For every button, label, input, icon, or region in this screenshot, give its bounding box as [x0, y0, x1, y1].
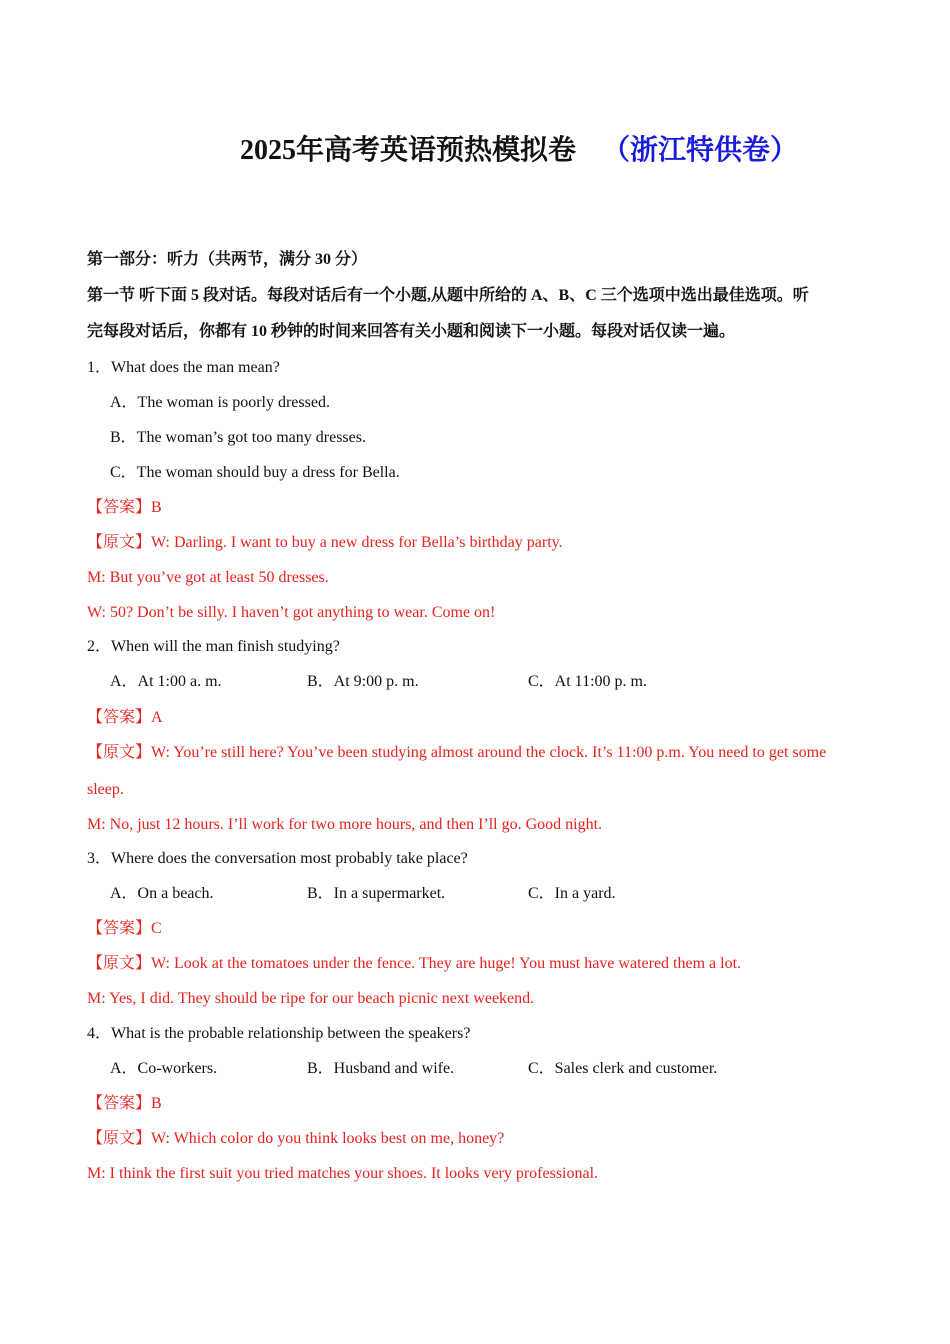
question-3-answer: 【答案】C [87, 920, 162, 937]
title-subtitle: （浙江特供卷） [602, 135, 799, 166]
question-2-transcript-1: 【原文】W: You’re still here? You’ve been studying almost around the clock. It’s 11:00 p.m. You need to get some [87, 744, 827, 761]
question-1-transcript-3: W: 50? Don’t be silly. I haven’t got anything to wear. Come on! [87, 604, 496, 621]
question-4-option-c: C．Sales clerk and customer. [528, 1060, 718, 1077]
question-2-option-a: A．At 1:00 a. m. [110, 673, 222, 690]
question-4-transcript-2: M: I think the first suit you tried matches your shoes. It looks very professional. [87, 1165, 599, 1182]
question-1-option-b: B．The woman’s got too many dresses. [110, 429, 366, 446]
section-instructions-line2: 完每段对话后，你都有 10 秒钟的时间来回答有关小题和阅读下一小题。每段对话仅读一遍。 [87, 323, 736, 340]
question-3-option-a: A．On a beach. [110, 885, 214, 902]
question-3-transcript-2: M: Yes, I did. They should be ripe for our beach picnic next weekend. [87, 990, 535, 1007]
question-3-text: 3．Where does the conversation most probably take place? [87, 850, 468, 867]
question-1-answer: 【答案】B [87, 499, 162, 516]
question-1-transcript-1: 【原文】W: Darling. I want to buy a new dress for Bella’s birthday party. [87, 534, 563, 551]
question-4-answer: 【答案】B [87, 1095, 162, 1112]
section-instructions-line1: 第一节 听下面 5 段对话。每段对话后有一个小题,从题中所给的 A、B、C 三个选项中选出最佳选项。听 [87, 287, 809, 304]
question-3-option-c: C．In a yard. [528, 885, 616, 902]
question-2-answer: 【答案】A [87, 709, 163, 726]
question-4-transcript-1: 【原文】W: Which color do you think looks best on me, honey? [87, 1130, 505, 1147]
question-1-text: 1．What does the man mean? [87, 359, 280, 376]
question-4-text: 4．What is the probable relationship between the speakers? [87, 1025, 471, 1042]
question-2-option-b: B．At 9:00 p. m. [307, 673, 419, 690]
section-heading: 第一部分：听力（共两节，满分 30 分） [87, 251, 368, 268]
question-4-option-a: A．Co-workers. [110, 1060, 218, 1077]
question-4-option-b: B．Husband and wife. [307, 1060, 455, 1077]
question-1-option-a: A．The woman is poorly dressed. [110, 394, 330, 411]
question-3-transcript-1: 【原文】W: Look at the tomatoes under the fence. They are huge! You must have watered them a lot. [87, 955, 742, 972]
title-main: 2025年高考英语预热模拟卷 [239, 135, 576, 166]
page-title [0, 128, 950, 168]
question-2-transcript-2: sleep. [87, 781, 124, 798]
question-2-transcript-3: M: No, just 12 hours. I’ll work for two more hours, and then I’ll go. Good night. [87, 816, 603, 833]
question-2-text: 2．When will the man finish studying? [87, 638, 340, 655]
question-3-option-b: B．In a supermarket. [307, 885, 446, 902]
question-2-option-c: C．At 11:00 p. m. [528, 673, 647, 690]
question-1-option-c: C．The woman should buy a dress for Bella. [110, 464, 400, 481]
question-1-transcript-2: M: But you’ve got at least 50 dresses. [87, 569, 329, 586]
